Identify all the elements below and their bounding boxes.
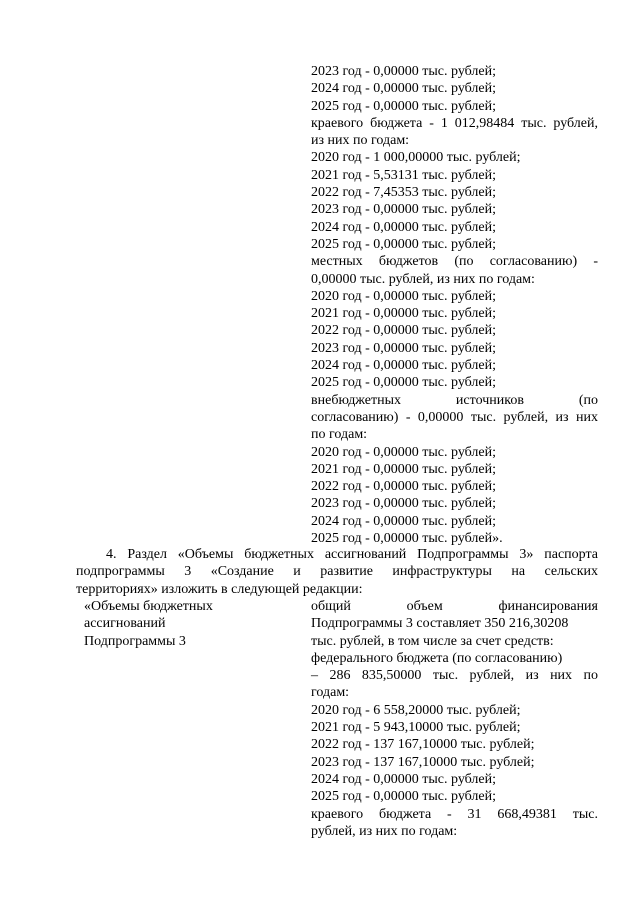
funding-line: 0,00000 тыс. рублей, из них по годам: (311, 271, 535, 287)
table-left-line-1: «Объемы бюджетных (84, 599, 213, 614)
funding-line: по годам: (311, 427, 368, 443)
paragraph-line-1: 4. Раздел «Объемы бюджетных ассигнований Подпрограммы 3» паспорта (106, 547, 598, 562)
funding-line: 2023 год - 0,00000 тыс. рублей; (311, 496, 497, 512)
table-right-line: общий объем финансирования (311, 599, 598, 614)
table-right-line: годам: (311, 685, 350, 701)
table-right-line: краевого бюджета - 31 668,49381 тыс. (311, 806, 598, 822)
funding-line: 2022 год - 0,00000 тыс. рублей; (311, 323, 497, 339)
funding-line: 2020 год - 1 000,00000 тыс. рублей; (311, 150, 521, 166)
table-right-line: – 286 835,50000 тыс. рублей, из них по (311, 668, 598, 684)
table-right-line: 2022 год - 137 167,10000 тыс. рублей; (311, 737, 535, 753)
funding-line: 2023 год - 0,00000 тыс. рублей; (311, 202, 497, 218)
table-right-line: тыс. рублей, в том числе за счет средств: (311, 633, 554, 649)
paragraph-line-2: подпрограммы 3 «Создание и развитие инфраструктуры на сельских (76, 564, 598, 580)
funding-line: согласованию) - 0,00000 тыс. рублей, из них (311, 409, 598, 425)
table-right-line: рублей, из них по годам: (311, 823, 458, 839)
funding-line: 2024 год - 0,00000 тыс. рублей; (311, 219, 497, 235)
table-right-line: 2025 год - 0,00000 тыс. рублей; (311, 789, 497, 805)
funding-line: 2024 год - 0,00000 тыс. рублей; (311, 513, 497, 529)
table-right-line: 2020 год - 6 558,20000 тыс. рублей; (311, 702, 521, 718)
funding-line: 2025 год - 0,00000 тыс. рублей». (311, 531, 503, 547)
funding-line: 2024 год - 0,00000 тыс. рублей; (311, 358, 497, 374)
table-right-line: 2021 год - 5 943,10000 тыс. рублей; (311, 720, 521, 736)
table-right-line: 2024 год - 0,00000 тыс. рублей; (311, 771, 497, 787)
funding-line: 2023 год - 0,00000 тыс. рублей; (311, 340, 497, 356)
funding-line: краевого бюджета - 1 012,98484 тыс. рублей, (311, 115, 598, 131)
funding-line: 2025 год - 0,00000 тыс. рублей; (311, 236, 497, 252)
funding-line: 2021 год - 5,53131 тыс. рублей; (311, 167, 497, 183)
funding-line: 2020 год - 0,00000 тыс. рублей; (311, 444, 497, 460)
funding-line: внебюджетных источников (по (311, 392, 598, 408)
funding-years-block (311, 63, 598, 547)
funding-line: 2020 год - 0,00000 тыс. рублей; (311, 288, 497, 304)
table-right-cell (311, 598, 598, 840)
funding-line: из них по годам: (311, 133, 410, 149)
table-right-line: 2023 год - 137 167,10000 тыс. рублей; (311, 754, 535, 770)
funding-line: 2021 год - 0,00000 тыс. рублей; (311, 306, 497, 322)
funding-line: 2023 год - 0,00000 тыс. рублей; (311, 64, 497, 79)
funding-line: 2022 год - 7,45353 тыс. рублей; (311, 185, 497, 201)
funding-line: 2022 год - 0,00000 тыс. рублей; (311, 479, 497, 495)
table-left-line-2: ассигнований (84, 616, 166, 632)
funding-line: местных бюджетов (по согласованию) - (311, 254, 598, 270)
table-right-line: Подпрограммы 3 составляет 350 216,30208 (311, 616, 569, 632)
table-left-cell (84, 598, 284, 650)
table-left-line-3: Подпрограммы 3 (84, 633, 186, 649)
funding-line: 2021 год - 0,00000 тыс. рублей; (311, 461, 497, 477)
paragraph-line-3: территориях» изложить в следующей редакции: (76, 581, 363, 597)
table-right-line: федерального бюджета (по согласованию) (311, 650, 563, 666)
amendment-paragraph (76, 546, 598, 598)
funding-line: 2025 год - 0,00000 тыс. рублей; (311, 375, 497, 391)
funding-line: 2024 год - 0,00000 тыс. рублей; (311, 81, 497, 97)
funding-line: 2025 год - 0,00000 тыс. рублей; (311, 98, 497, 114)
